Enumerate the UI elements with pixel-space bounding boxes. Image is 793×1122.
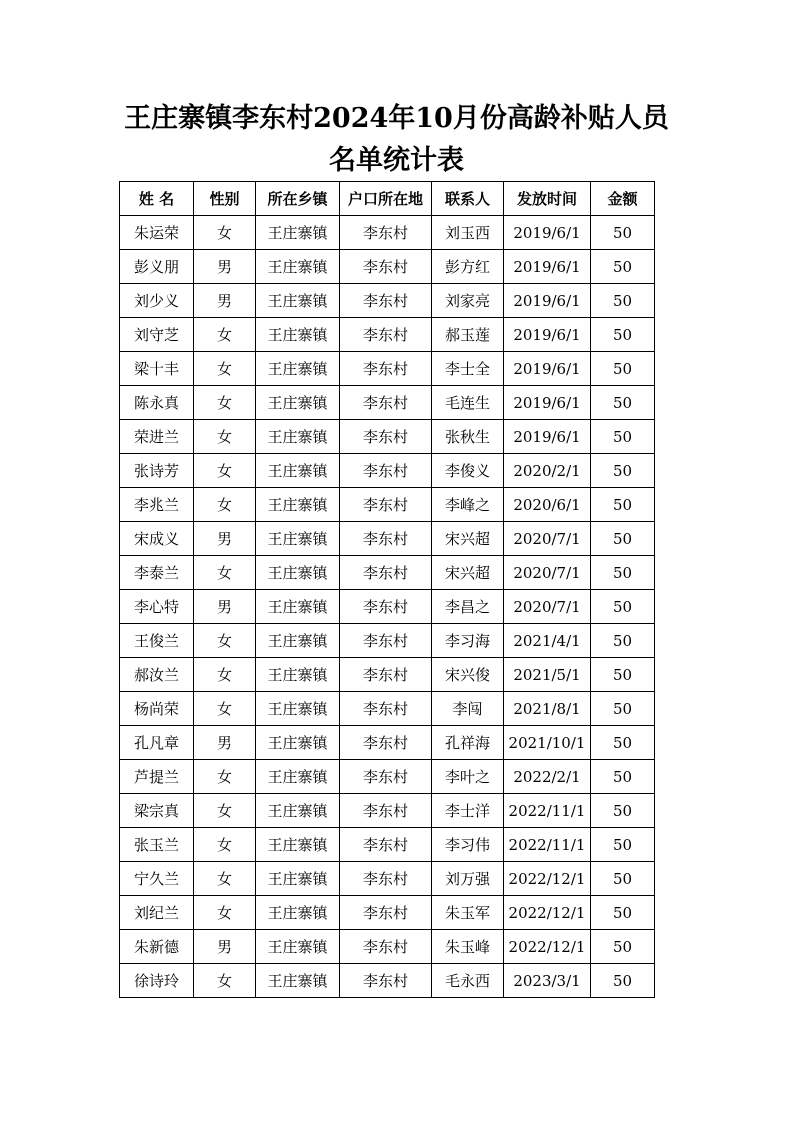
- table-header-row: [120, 182, 655, 216]
- cell-township: 王庄寨镇: [256, 454, 340, 488]
- cell-contact: 李叶之: [432, 760, 504, 794]
- cell-residence: 李东村: [340, 420, 432, 454]
- cell-gender: 男: [194, 284, 256, 318]
- cell-gender: 女: [194, 386, 256, 420]
- header-name: 姓 名: [120, 182, 194, 216]
- cell-gender: 女: [194, 964, 256, 998]
- cell-contact: 李士全: [432, 352, 504, 386]
- subsidy-table: [119, 181, 655, 998]
- header-residence: 户口所在地: [340, 182, 432, 216]
- header-date: 发放时间: [504, 182, 591, 216]
- cell-name: 郝汝兰: [120, 658, 194, 692]
- cell-name: 荣进兰: [120, 420, 194, 454]
- cell-amount: 50: [591, 726, 655, 760]
- table-row: [120, 318, 655, 352]
- cell-township: 王庄寨镇: [256, 624, 340, 658]
- cell-residence: 李东村: [340, 250, 432, 284]
- cell-date: 2019/6/1: [504, 318, 591, 352]
- cell-name: 梁宗真: [120, 794, 194, 828]
- cell-residence: 李东村: [340, 352, 432, 386]
- cell-residence: 李东村: [340, 794, 432, 828]
- cell-gender: 女: [194, 760, 256, 794]
- cell-residence: 李东村: [340, 726, 432, 760]
- header-township: 所在乡镇: [256, 182, 340, 216]
- cell-gender: 男: [194, 590, 256, 624]
- cell-amount: 50: [591, 896, 655, 930]
- cell-township: 王庄寨镇: [256, 930, 340, 964]
- cell-contact: 李昌之: [432, 590, 504, 624]
- document-title-line1: 王庄寨镇李东村2024年10月份高龄补贴人员: [124, 103, 669, 134]
- cell-name: 李泰兰: [120, 556, 194, 590]
- table-row: [120, 658, 655, 692]
- cell-gender: 女: [194, 454, 256, 488]
- cell-name: 宋成义: [120, 522, 194, 556]
- cell-contact: 刘玉西: [432, 216, 504, 250]
- table-row: [120, 216, 655, 250]
- cell-gender: 女: [194, 216, 256, 250]
- cell-residence: 李东村: [340, 828, 432, 862]
- cell-date: 2020/2/1: [504, 454, 591, 488]
- table-row: [120, 896, 655, 930]
- cell-date: 2021/4/1: [504, 624, 591, 658]
- cell-contact: 宋兴俊: [432, 658, 504, 692]
- table-row: [120, 760, 655, 794]
- cell-date: 2020/7/1: [504, 556, 591, 590]
- cell-date: 2020/7/1: [504, 522, 591, 556]
- cell-township: 王庄寨镇: [256, 590, 340, 624]
- cell-residence: 李东村: [340, 590, 432, 624]
- cell-residence: 李东村: [340, 930, 432, 964]
- cell-township: 王庄寨镇: [256, 386, 340, 420]
- cell-township: 王庄寨镇: [256, 250, 340, 284]
- cell-date: 2021/8/1: [504, 692, 591, 726]
- cell-township: 王庄寨镇: [256, 658, 340, 692]
- cell-residence: 李东村: [340, 318, 432, 352]
- cell-contact: 宋兴超: [432, 556, 504, 590]
- cell-name: 朱运荣: [120, 216, 194, 250]
- cell-date: 2022/12/1: [504, 930, 591, 964]
- cell-contact: 毛连生: [432, 386, 504, 420]
- cell-township: 王庄寨镇: [256, 964, 340, 998]
- cell-gender: 女: [194, 692, 256, 726]
- cell-contact: 宋兴超: [432, 522, 504, 556]
- cell-name: 李心特: [120, 590, 194, 624]
- table-row: [120, 250, 655, 284]
- cell-date: 2022/12/1: [504, 896, 591, 930]
- cell-residence: 李东村: [340, 964, 432, 998]
- table-row: [120, 828, 655, 862]
- cell-township: 王庄寨镇: [256, 692, 340, 726]
- table-row: [120, 454, 655, 488]
- cell-residence: 李东村: [340, 454, 432, 488]
- cell-name: 芦提兰: [120, 760, 194, 794]
- document-title-line2: 名单统计表: [329, 145, 464, 176]
- cell-residence: 李东村: [340, 624, 432, 658]
- cell-township: 王庄寨镇: [256, 522, 340, 556]
- cell-amount: 50: [591, 216, 655, 250]
- header-gender: 性别: [194, 182, 256, 216]
- cell-residence: 李东村: [340, 216, 432, 250]
- cell-gender: 男: [194, 522, 256, 556]
- table-row: [120, 692, 655, 726]
- cell-residence: 李东村: [340, 862, 432, 896]
- cell-contact: 刘家亮: [432, 284, 504, 318]
- table-row: [120, 624, 655, 658]
- header-amount: 金额: [591, 182, 655, 216]
- cell-amount: 50: [591, 386, 655, 420]
- cell-date: 2022/11/1: [504, 794, 591, 828]
- cell-contact: 郝玉莲: [432, 318, 504, 352]
- cell-amount: 50: [591, 488, 655, 522]
- cell-township: 王庄寨镇: [256, 556, 340, 590]
- cell-township: 王庄寨镇: [256, 318, 340, 352]
- cell-amount: 50: [591, 624, 655, 658]
- cell-gender: 女: [194, 556, 256, 590]
- cell-contact: 李习海: [432, 624, 504, 658]
- cell-residence: 李东村: [340, 658, 432, 692]
- cell-gender: 女: [194, 420, 256, 454]
- cell-residence: 李东村: [340, 556, 432, 590]
- cell-contact: 李士洋: [432, 794, 504, 828]
- cell-gender: 男: [194, 250, 256, 284]
- cell-name: 张玉兰: [120, 828, 194, 862]
- cell-contact: 彭方红: [432, 250, 504, 284]
- table-row: [120, 964, 655, 998]
- cell-amount: 50: [591, 250, 655, 284]
- cell-contact: 李峰之: [432, 488, 504, 522]
- cell-gender: 女: [194, 318, 256, 352]
- cell-gender: 女: [194, 658, 256, 692]
- table-row: [120, 590, 655, 624]
- cell-township: 王庄寨镇: [256, 284, 340, 318]
- cell-amount: 50: [591, 556, 655, 590]
- cell-name: 李兆兰: [120, 488, 194, 522]
- cell-contact: 李俊义: [432, 454, 504, 488]
- cell-residence: 李东村: [340, 760, 432, 794]
- cell-contact: 孔祥海: [432, 726, 504, 760]
- cell-township: 王庄寨镇: [256, 828, 340, 862]
- cell-amount: 50: [591, 964, 655, 998]
- cell-gender: 女: [194, 488, 256, 522]
- cell-amount: 50: [591, 352, 655, 386]
- cell-amount: 50: [591, 454, 655, 488]
- cell-township: 王庄寨镇: [256, 352, 340, 386]
- table-row: [120, 862, 655, 896]
- cell-gender: 女: [194, 828, 256, 862]
- cell-date: 2023/3/1: [504, 964, 591, 998]
- cell-gender: 女: [194, 896, 256, 930]
- cell-residence: 李东村: [340, 692, 432, 726]
- cell-name: 杨尚荣: [120, 692, 194, 726]
- cell-residence: 李东村: [340, 488, 432, 522]
- table-row: [120, 386, 655, 420]
- cell-date: 2019/6/1: [504, 250, 591, 284]
- cell-amount: 50: [591, 828, 655, 862]
- table-row: [120, 522, 655, 556]
- cell-date: 2020/7/1: [504, 590, 591, 624]
- cell-date: 2021/10/1: [504, 726, 591, 760]
- cell-date: 2020/6/1: [504, 488, 591, 522]
- cell-date: 2019/6/1: [504, 284, 591, 318]
- cell-name: 梁十丰: [120, 352, 194, 386]
- table-row: [120, 284, 655, 318]
- cell-date: 2022/12/1: [504, 862, 591, 896]
- table-row: [120, 420, 655, 454]
- cell-gender: 女: [194, 624, 256, 658]
- cell-date: 2019/6/1: [504, 386, 591, 420]
- cell-township: 王庄寨镇: [256, 726, 340, 760]
- table-row: [120, 794, 655, 828]
- table-row: [120, 352, 655, 386]
- cell-name: 刘纪兰: [120, 896, 194, 930]
- cell-township: 王庄寨镇: [256, 216, 340, 250]
- cell-name: 刘守芝: [120, 318, 194, 352]
- cell-name: 张诗芳: [120, 454, 194, 488]
- cell-amount: 50: [591, 522, 655, 556]
- cell-name: 徐诗玲: [120, 964, 194, 998]
- cell-residence: 李东村: [340, 896, 432, 930]
- cell-residence: 李东村: [340, 284, 432, 318]
- cell-contact: 朱玉军: [432, 896, 504, 930]
- table-body: [120, 216, 655, 998]
- cell-gender: 女: [194, 352, 256, 386]
- cell-amount: 50: [591, 794, 655, 828]
- cell-amount: 50: [591, 760, 655, 794]
- table-row: [120, 930, 655, 964]
- cell-amount: 50: [591, 284, 655, 318]
- cell-amount: 50: [591, 658, 655, 692]
- cell-name: 宁久兰: [120, 862, 194, 896]
- cell-name: 刘少义: [120, 284, 194, 318]
- cell-township: 王庄寨镇: [256, 794, 340, 828]
- header-contact: 联系人: [432, 182, 504, 216]
- cell-gender: 女: [194, 794, 256, 828]
- cell-name: 彭义朋: [120, 250, 194, 284]
- table-row: [120, 726, 655, 760]
- cell-name: 朱新德: [120, 930, 194, 964]
- cell-contact: 朱玉峰: [432, 930, 504, 964]
- cell-township: 王庄寨镇: [256, 896, 340, 930]
- cell-name: 王俊兰: [120, 624, 194, 658]
- cell-residence: 李东村: [340, 522, 432, 556]
- cell-amount: 50: [591, 420, 655, 454]
- cell-amount: 50: [591, 318, 655, 352]
- cell-amount: 50: [591, 590, 655, 624]
- cell-contact: 刘万强: [432, 862, 504, 896]
- cell-gender: 男: [194, 930, 256, 964]
- cell-township: 王庄寨镇: [256, 420, 340, 454]
- cell-contact: 李闯: [432, 692, 504, 726]
- cell-contact: 毛永西: [432, 964, 504, 998]
- cell-date: 2019/6/1: [504, 420, 591, 454]
- table-row: [120, 488, 655, 522]
- cell-amount: 50: [591, 930, 655, 964]
- cell-amount: 50: [591, 862, 655, 896]
- cell-amount: 50: [591, 692, 655, 726]
- cell-name: 孔凡章: [120, 726, 194, 760]
- cell-date: 2021/5/1: [504, 658, 591, 692]
- cell-date: 2022/11/1: [504, 828, 591, 862]
- cell-date: 2022/2/1: [504, 760, 591, 794]
- cell-name: 陈永真: [120, 386, 194, 420]
- cell-contact: 李习伟: [432, 828, 504, 862]
- cell-date: 2019/6/1: [504, 216, 591, 250]
- cell-residence: 李东村: [340, 386, 432, 420]
- cell-date: 2019/6/1: [504, 352, 591, 386]
- cell-township: 王庄寨镇: [256, 488, 340, 522]
- cell-township: 王庄寨镇: [256, 760, 340, 794]
- cell-township: 王庄寨镇: [256, 862, 340, 896]
- cell-gender: 女: [194, 862, 256, 896]
- cell-contact: 张秋生: [432, 420, 504, 454]
- cell-gender: 男: [194, 726, 256, 760]
- table-row: [120, 556, 655, 590]
